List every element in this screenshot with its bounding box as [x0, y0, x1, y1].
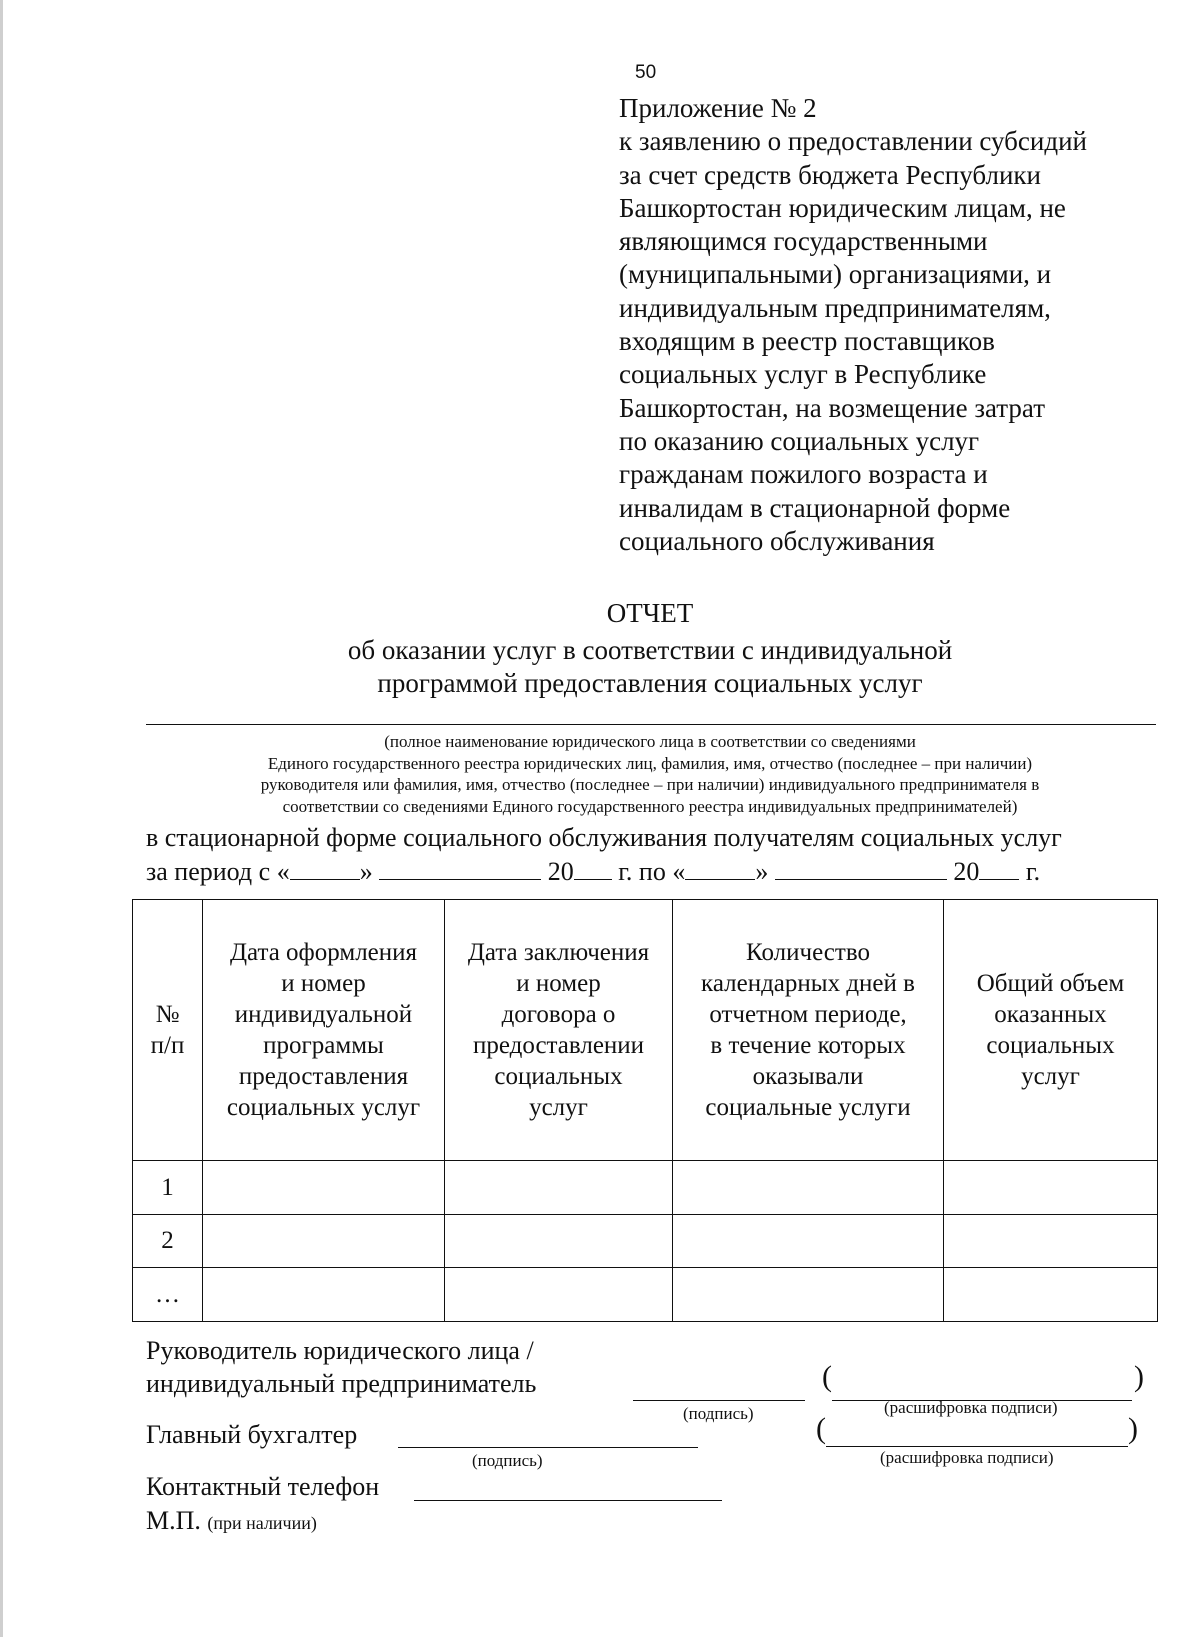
table-cell[interactable]: [944, 1268, 1158, 1322]
head-signature-hint: (подпись): [683, 1404, 754, 1423]
period-quote-close: »: [359, 857, 373, 886]
table-header-row: [133, 900, 1158, 1161]
table-cell[interactable]: [445, 1268, 673, 1322]
period-line: [146, 855, 1040, 887]
period-g-end: г.: [1025, 857, 1041, 886]
table-cell[interactable]: [944, 1161, 1158, 1215]
appendix-line: гражданам пожилого возраста и: [619, 459, 988, 490]
row-number: 2: [133, 1214, 203, 1268]
appendix-line: за счет средств бюджета Республики: [619, 159, 1041, 190]
column-header-days: Количество календарных дней в отчетном периоде, в течение которых оказывали социальные услуги: [673, 900, 944, 1161]
report-subtitle: [200, 634, 1100, 700]
appendix-line: являющимся государственными: [619, 226, 988, 257]
table-cell[interactable]: [944, 1214, 1158, 1268]
table-cell[interactable]: [203, 1214, 445, 1268]
row-number: 1: [133, 1161, 203, 1215]
appendix-line: социальных услуг в Республике: [619, 359, 987, 390]
service-form-line: в стационарной форме социального обслуживания получателям социальных услуг: [146, 823, 1062, 852]
stamp-line: [146, 1506, 317, 1536]
appendix-line: входящим в реестр поставщиков: [619, 326, 995, 357]
accountant-signature-hint: (подпись): [472, 1451, 543, 1470]
phone-label: Контактный телефон: [146, 1472, 380, 1501]
report-subtitle-line: об оказании услуг в соответствии с индивидуальной: [347, 635, 953, 665]
appendix-line: социального обслуживания: [619, 525, 935, 556]
table-cell[interactable]: [203, 1161, 445, 1215]
period-start-year-field[interactable]: [574, 855, 612, 880]
appendix-line: Башкортостан, на возмещение затрат: [619, 392, 1046, 423]
period-end-month-field[interactable]: [775, 855, 947, 880]
table-cell[interactable]: [445, 1161, 673, 1215]
organization-name-field[interactable]: [146, 724, 1156, 725]
row-number: …: [133, 1268, 203, 1322]
table-row: [133, 1161, 1158, 1215]
report-subtitle-line: программой предоставления социальных услуг: [377, 668, 923, 698]
period-quote-close-2: »: [755, 857, 769, 886]
appendix-line: инвалидам в стационарной форме: [619, 492, 1011, 523]
table-row: [133, 1268, 1158, 1322]
period-end-year-field[interactable]: [979, 855, 1019, 880]
period-start-month-field[interactable]: [379, 855, 541, 880]
table-cell[interactable]: [673, 1214, 944, 1268]
appendix-heading: [619, 92, 1179, 558]
scan-edge: [0, 0, 3, 1637]
phone-field[interactable]: [414, 1500, 722, 1501]
hint-line: (полное наименование юридического лица в соответствии со сведениями: [384, 732, 916, 751]
table-cell[interactable]: [445, 1214, 673, 1268]
hint-line: соответствии со сведениями Единого государственного реестра индивидуальных предпринимателей): [282, 796, 1018, 816]
report-title: ОТЧЕТ: [606, 598, 694, 628]
period-prefix: за период с «: [146, 857, 290, 886]
period-year-prefix-2: 20: [953, 857, 980, 886]
table-row: [133, 1214, 1158, 1268]
stamp-hint: (при наличии): [207, 1513, 317, 1533]
appendix-line: по оказанию социальных услуг: [619, 425, 980, 456]
head-decode-paren-open: (: [822, 1360, 832, 1393]
stamp-label: М.П.: [146, 1506, 201, 1535]
appendix-line: Башкортостан юридическим лицам, не: [619, 192, 1066, 223]
appendix-line: индивидуальным предпринимателям,: [619, 292, 1051, 323]
head-label-line2: индивидуальный предприниматель: [146, 1369, 537, 1398]
accountant-signature-field[interactable]: [398, 1447, 698, 1448]
period-year-prefix: 20: [547, 857, 574, 886]
accountant-decode-paren-close: ): [1128, 1412, 1138, 1445]
period-end-day-field[interactable]: [685, 855, 755, 880]
page-number: 50: [635, 62, 657, 83]
head-signature-field[interactable]: [633, 1400, 805, 1401]
hint-line: Единого государственного реестра юридических лиц, фамилия, имя, отчество (последнее – при наличии): [267, 753, 1033, 773]
report-table: [132, 899, 1158, 1322]
accountant-decode-paren-open: (: [816, 1412, 826, 1445]
appendix-line: (муниципальными) организациями, и: [619, 259, 1052, 290]
period-start-day-field[interactable]: [290, 855, 360, 880]
column-header-program: Дата оформления и номер индивидуальной программы предоставления социальных услуг: [203, 900, 445, 1161]
table-cell[interactable]: [203, 1268, 445, 1322]
accountant-decode-hint: (расшифровка подписи): [880, 1448, 1054, 1467]
appendix-line: Приложение № 2: [619, 93, 817, 123]
period-g-po: г. по «: [618, 857, 686, 886]
appendix-line: к заявлению о предоставлении субсидий: [619, 126, 1087, 157]
organization-name-hint: [150, 731, 1150, 817]
head-label-line1: Руководитель юридического лица /: [146, 1336, 534, 1365]
hint-line: руководителя или фамилия, имя, отчество (последнее – при наличии) индивидуального предпринимателя в: [260, 775, 1040, 794]
column-header-volume: Общий объем оказанных социальных услуг: [944, 900, 1158, 1161]
column-header-contract: Дата заключения и номер договора о предоставлении социальных услуг: [445, 900, 673, 1161]
table-cell[interactable]: [673, 1161, 944, 1215]
column-header-number: № п/п: [133, 900, 203, 1161]
head-decode-paren-close: ): [1134, 1360, 1144, 1393]
accountant-decode-field[interactable]: [826, 1446, 1128, 1447]
head-decode-hint: (расшифровка подписи): [884, 1398, 1058, 1417]
table-cell[interactable]: [673, 1268, 944, 1322]
accountant-label: Главный бухгалтер: [146, 1420, 358, 1449]
